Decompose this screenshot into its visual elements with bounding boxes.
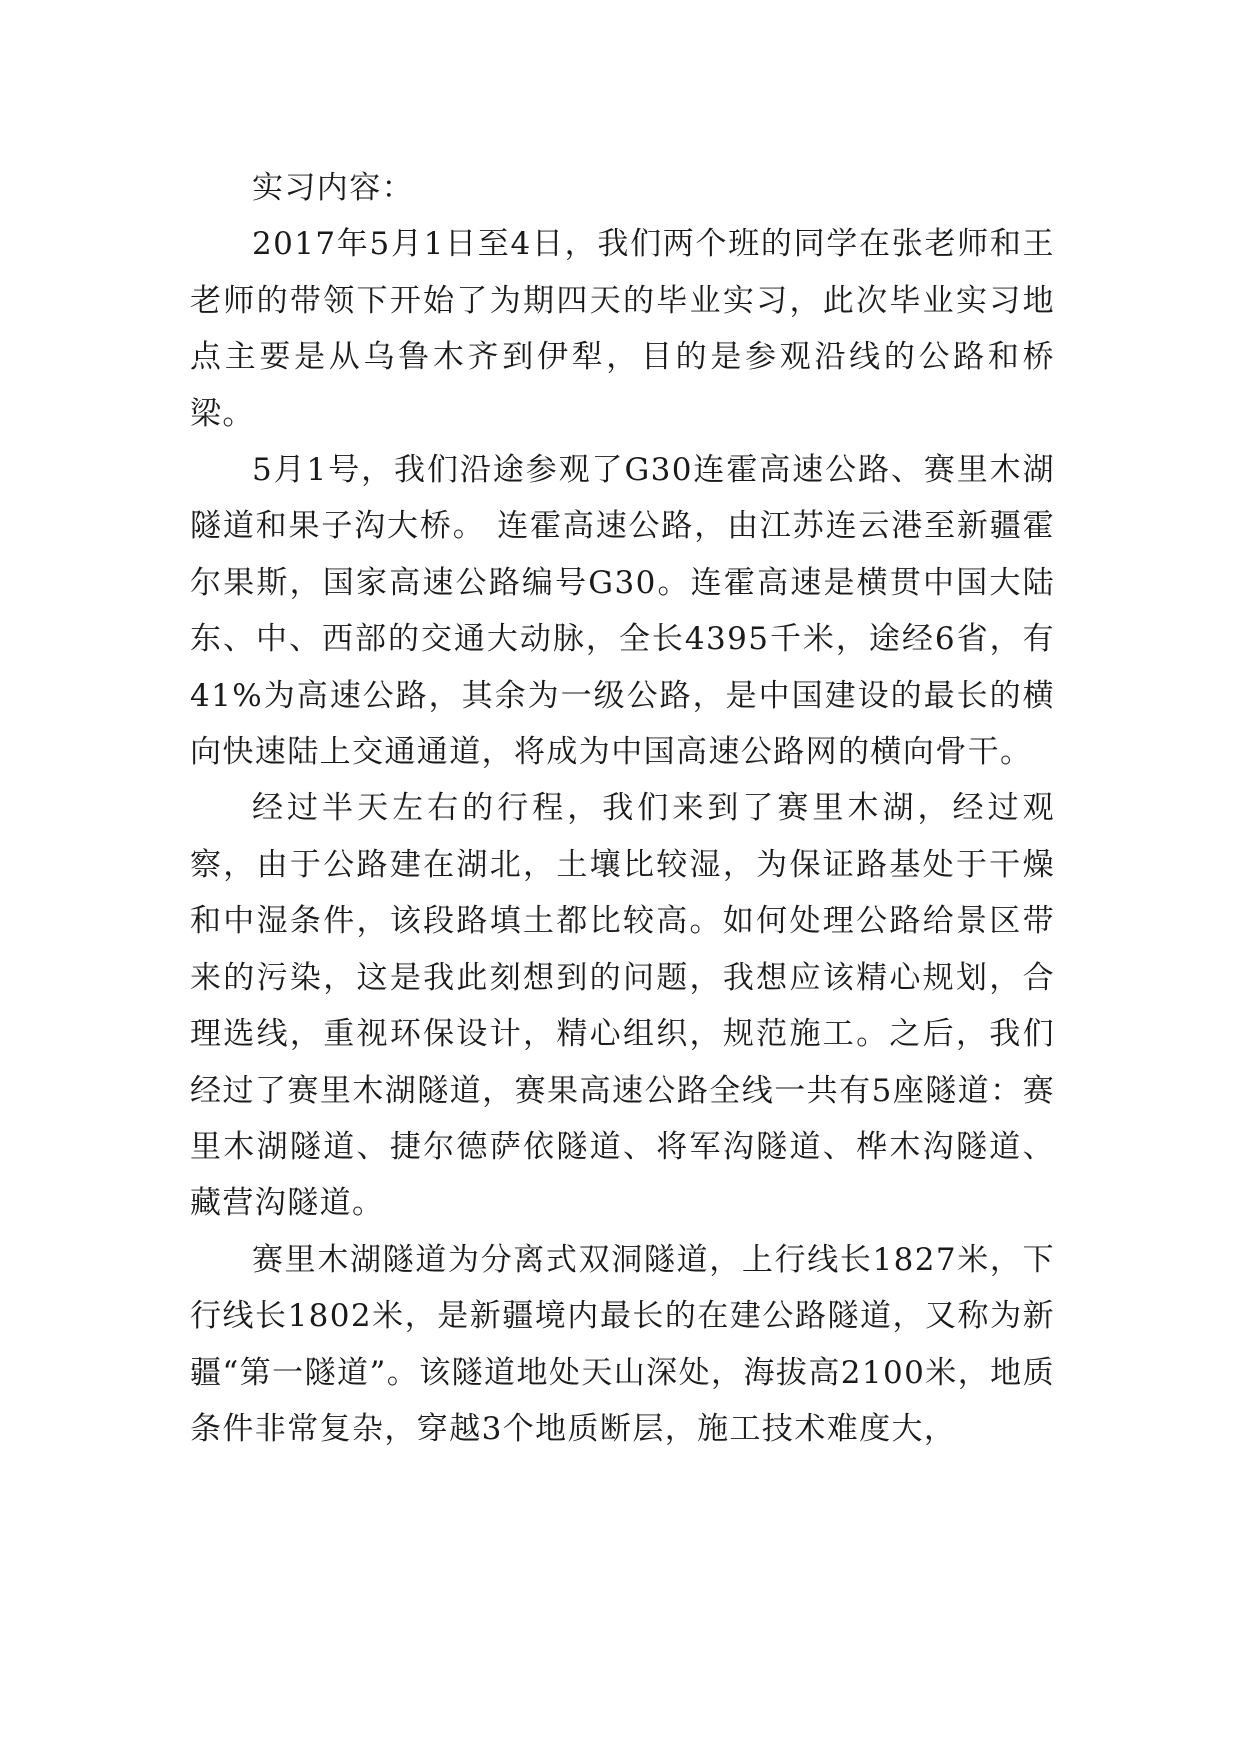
paragraph-g30-highway: 5月1号，我们沿途参观了G30连霍高速公路、赛里木湖隧道和果子沟大桥。 连霍高速公路，由江苏连云港至新疆霍尔果斯，国家高速公路编号G30。连霍高速是横贯中国大陆东、中、西部的交通大动脉，全长4395千米，途经6省，有41%为高速公路，其余为一级公路，是中国建设的最长的横向快速陆上交通通道，将成为中国高速公路网的横向骨干。: [190, 452, 1055, 771]
paragraph-sayram-lake: 经过半天左右的行程，我们来到了赛里木湖，经过观察，由于公路建在湖北，土壤比较湿，为保证路基处于干燥和中湿条件，该段路填土都比较高。如何处理公路给景区带来的污染，这是我此刻想到的问题，我想应该精心规划，合理选线，重视环保设计，精心组织，规范施工。之后，我们经过了赛里木湖隧道，赛果高速公路全线一共有5座隧道：赛里木湖隧道、捷尔德萨依隧道、将军沟隧道、桦木沟隧道、藏营沟隧道。: [190, 790, 1055, 1222]
section-heading: 实习内容：: [252, 170, 414, 206]
paragraph-sayram-tunnel: 赛里木湖隧道为分离式双洞隧道，上行线长1827米，下行线长1802米，是新疆境内最长的在建公路隧道，又称为新疆“第一隧道”。该隧道地处天山深处，海拔高2100米，地质条件非常复杂，穿越3个地质断层，施工技术难度大，: [190, 1241, 1055, 1447]
paragraph-internship-overview: 2017年5月1日至4日，我们两个班的同学在张老师和王老师的带领下开始了为期四天的毕业实习，此次毕业实习地点主要是从乌鲁木齐到伊犁，目的是参观沿线的公路和桥梁。: [190, 226, 1055, 432]
document-page: [190, 160, 1055, 1457]
